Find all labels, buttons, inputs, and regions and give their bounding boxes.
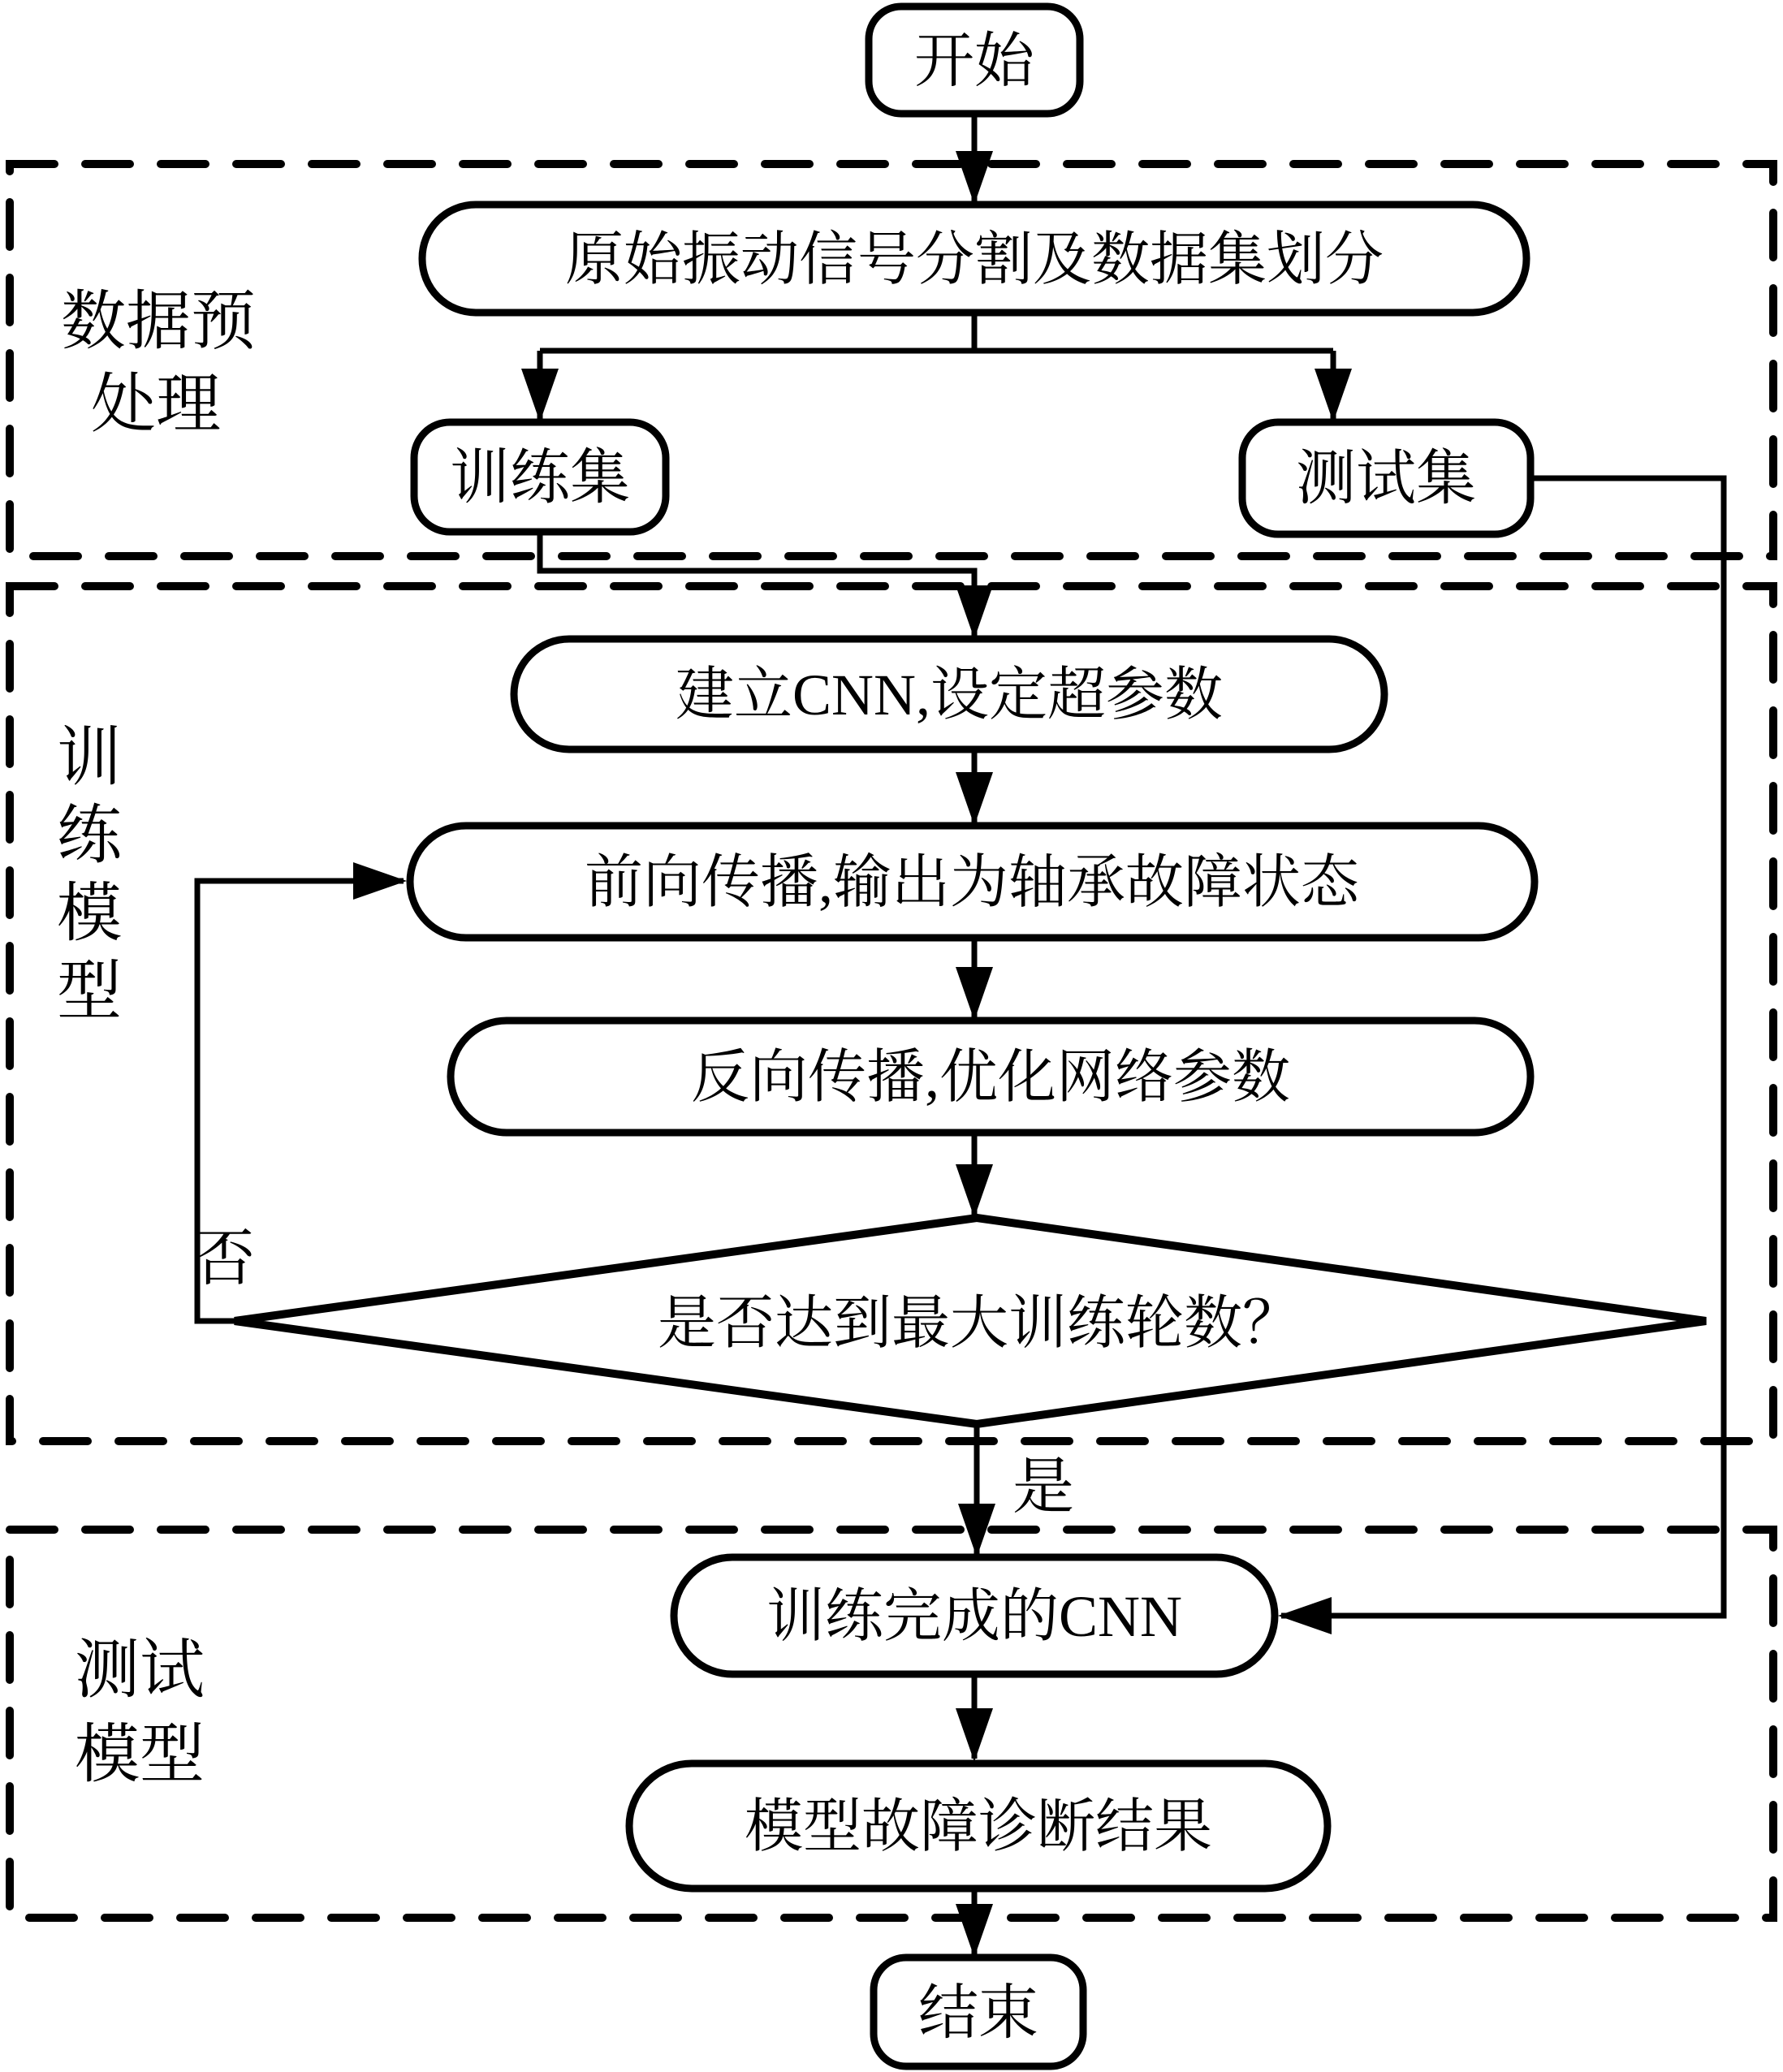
node-train-set [414, 422, 666, 532]
node-split-signal [422, 205, 1526, 313]
region-label-char: 训 [57, 723, 122, 794]
node-decision-max-epochs-label: 是否达到最大训练轮数？ [657, 1291, 1302, 1356]
edge-label-yes: 是 [1012, 1453, 1074, 1522]
node-start-label: 开始 [914, 28, 1034, 95]
edge-split-bar [540, 313, 1333, 351]
node-trained-cnn-label: 训练完成的CNN [766, 1584, 1183, 1649]
node-build-cnn [514, 639, 1384, 749]
region-label-line: 测试 [75, 1635, 205, 1707]
node-start [869, 6, 1080, 114]
node-end-label: 结束 [918, 1980, 1038, 2047]
node-build-cnn-label: 建立CNN,设定超参数 [675, 663, 1224, 727]
node-forward-propagation [410, 826, 1535, 938]
node-decision-max-epochs [235, 1218, 1706, 1424]
region-label-line: 模型 [75, 1720, 205, 1791]
node-backward-propagation-label: 反向传播,优化网络参数 [690, 1045, 1291, 1110]
region-label-line: 处理 [91, 369, 221, 441]
region-label-char: 模 [57, 878, 122, 950]
region-label-test-model [75, 1635, 205, 1791]
edge-label-no: 否 [193, 1225, 255, 1293]
edge-train-set-to-build-cnn [540, 532, 974, 636]
region-label-char: 练 [57, 801, 122, 872]
node-trained-cnn [674, 1557, 1275, 1674]
node-train-set-label: 训练集 [450, 445, 630, 512]
region-label-line: 数据预 [61, 287, 256, 358]
region-label-train-model [57, 723, 124, 1028]
region-label-char: 型 [57, 956, 122, 1028]
node-diagnosis-result-label: 模型故障诊断结果 [744, 1794, 1213, 1859]
node-test-set-label: 测试集 [1296, 446, 1476, 512]
node-split-signal-label: 原始振动信号分割及数据集划分 [564, 227, 1384, 292]
node-diagnosis-result [629, 1763, 1328, 1889]
node-forward-propagation-label: 前向传播,输出为轴承故障状态 [584, 850, 1360, 915]
node-backward-propagation [451, 1021, 1530, 1133]
region-label-data-preprocessing [61, 287, 256, 441]
node-test-set [1242, 422, 1530, 534]
node-end [874, 1958, 1083, 2066]
